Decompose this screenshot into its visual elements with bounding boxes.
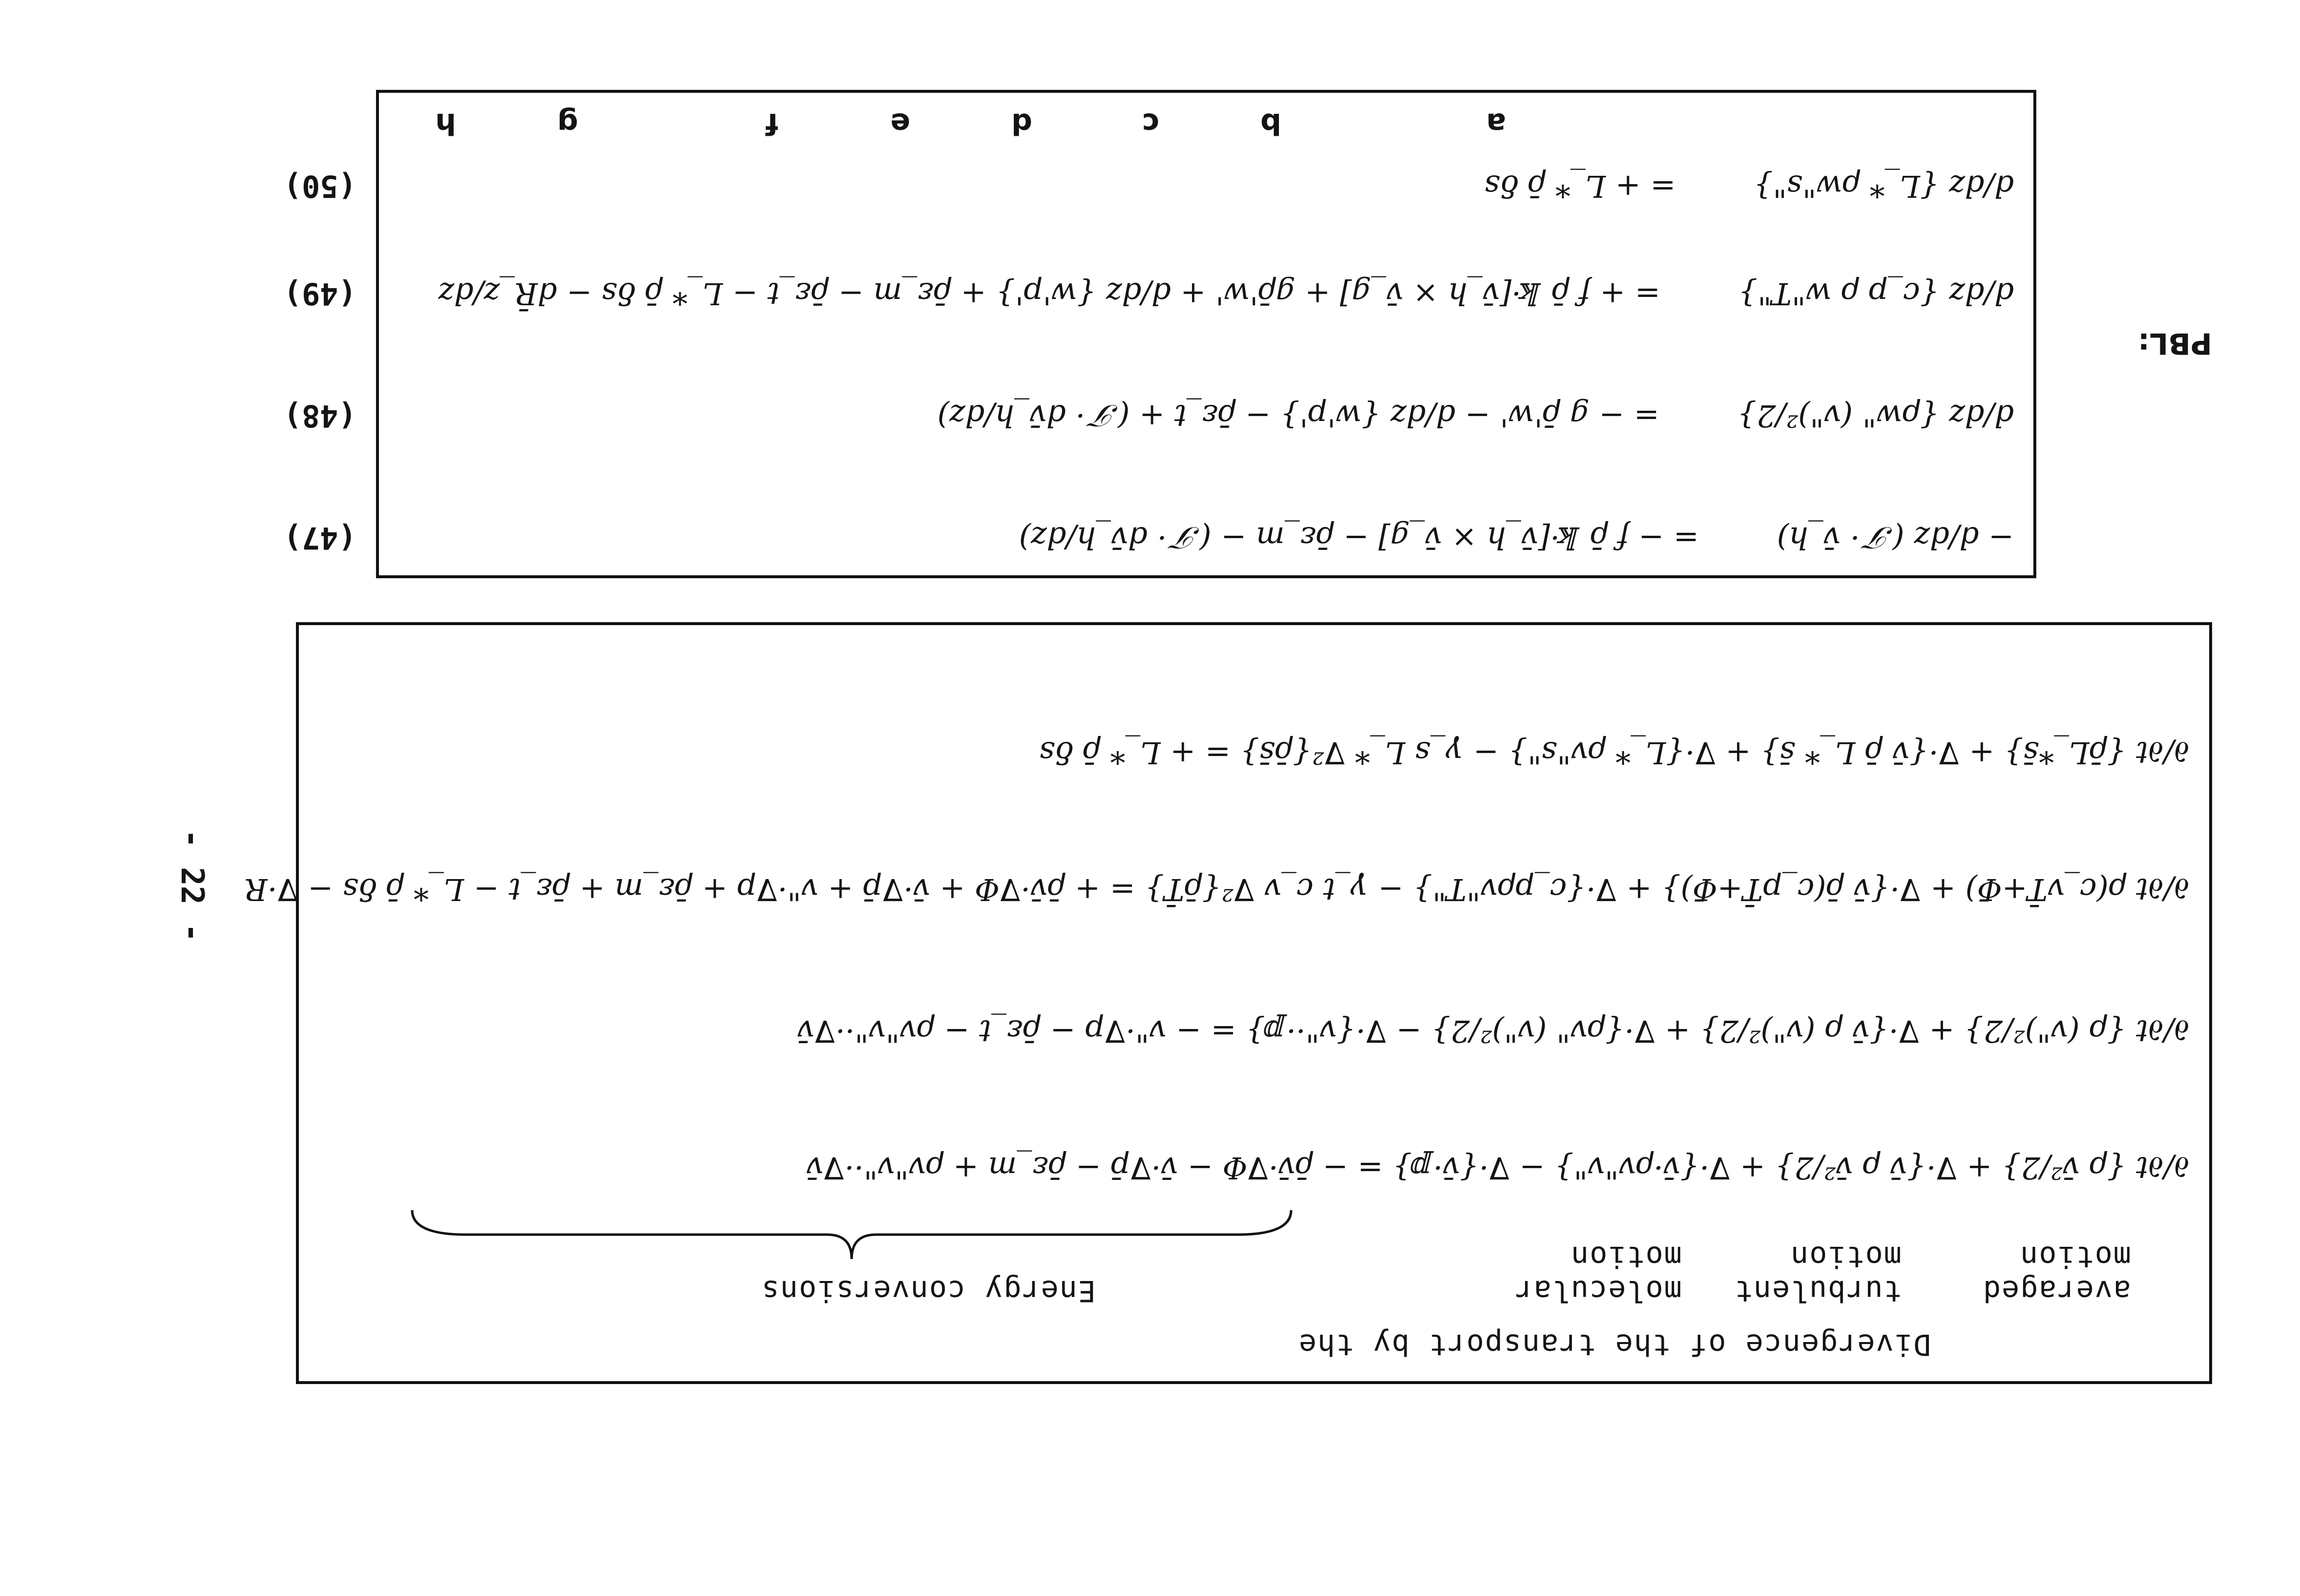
transport-divergence-box: [244, 622, 2212, 1384]
pbl-equation-49: [438, 276, 2014, 312]
header-turbulent: [1734, 1239, 1902, 1308]
equation-turbulent-kinetic-energy: ∂/∂t {ρ (v")²/2} + ∇·{v̄ ρ (v")²/2} + ∇·{ρv" (v")²/2} − ∇·{v"··𝕡} = − v"·∇p − ρ̄ε_t − ρv"v"··∇v̄: [797, 1013, 2190, 1049]
column-letter-d: d: [1011, 106, 1032, 141]
equation-number-47: (47): [283, 520, 356, 556]
equation-mean-kinetic-energy: ∂/∂t {ρ v̄²/2} + ∇·{v̄ ρ v̄²/2} + ∇·{v̄·ρv"v"} − ∇·{v̄·𝕡} = − ρ̄v̄·∇Φ − v̄·∇p̄ − ρ̄ε_m + ρv"v"··∇v̄: [806, 1150, 2190, 1186]
pbl-eq-48-rhs: = − g ρ̄'w' − d/dz {w'p'} − ρ̄ε_t + (𝒯 · dv̄_h/dz): [937, 398, 1659, 434]
pbl-eq-47-lhs: − d/dz (𝒯 · v̄_h): [1777, 520, 2014, 556]
pbl-eq-50-rhs: = + L_* ρ̄ δs: [1484, 168, 1676, 204]
column-letter-c: c: [1142, 106, 1159, 141]
header-averaged-line2: motion: [2019, 1239, 2131, 1274]
column-letter-f: f: [765, 106, 778, 141]
pbl-equation-50: [1485, 168, 2014, 204]
pbl-equation-48: [938, 398, 2014, 434]
equation-latent-heat: ∂/∂t {ρ̄L_*s̄} + ∇·{v̄ ρ̄ L_* s̄} + ∇·{L_* ρv"s"} − γ_s L_* ∇²{ρ̄s̄} = + L_* ρ̄ δs: [1039, 735, 2190, 771]
column-letter-h: h: [435, 106, 456, 141]
equation-number-50: (50): [283, 168, 356, 204]
column-letter-a: a: [1486, 106, 1506, 141]
pbl-equation-47: [1019, 520, 2014, 556]
header-molecular-line2: motion: [1570, 1239, 1682, 1274]
pbl-eq-49-rhs: = + f ρ̄ 𝕜·[v̄_h × v̄_g] + gρ̄'w' + d/dz {w'p'} + ρ̄ε_m − ρ̄ε_t − L_* ρ̄ δs − dR̄_z/dz: [438, 276, 1660, 312]
equation-number-48: (48): [283, 398, 356, 434]
equation-enthalpy: ∂/∂t ρ(c_vT̄+Φ̄) + ∇·{v̄ ρ̄(c_pT̄+Φ̄)} + ∇·{c_pρv"T"} − γ_t c_v ∇²{ρ̄T̄} = + ρ̄v̄·∇Φ + v̄·∇p̄ + v"·∇p + ρ̄ε_m + ρ̄ε_t − L_* ρ̄ δs − ∇·R: [244, 872, 2190, 907]
equation-number-49: (49): [283, 276, 356, 312]
column-letter-g: g: [557, 106, 578, 141]
header-turbulent-line2: motion: [1790, 1239, 1902, 1274]
page-number: - 22 -: [174, 829, 210, 943]
header-averaged-line1: averaged: [1982, 1274, 2131, 1308]
energy-conversions-brace: [407, 1205, 1296, 1264]
pbl-eq-50-lhs: d/dz {L_* ρw"s"}: [1754, 168, 2014, 204]
pbl-eq-48-lhs: d/dz {ρw" (v")²/2}: [1737, 398, 2014, 434]
pbl-eq-47-rhs: = − f ρ̄ 𝕜·[v̄_h × v̄_g] − ρ̄ε_m − (𝒯 · dv̄_h/dz): [1019, 520, 1699, 556]
column-letter-b: b: [1260, 106, 1281, 141]
header-molecular: [1514, 1239, 1682, 1308]
header-averaged: [1982, 1239, 2131, 1308]
pbl-eq-49-lhs: d/dz {c_p ρ w"T"}: [1738, 276, 2014, 312]
header-title: Divergence of the transport by the: [1297, 1327, 1931, 1362]
pbl-equations-box: [376, 90, 2036, 578]
header-turbulent-line1: turbulent: [1734, 1274, 1902, 1308]
column-letter-e: e: [890, 106, 910, 141]
energy-conversions-label: Energy conversions: [760, 1274, 1096, 1308]
header-molecular-line1: molecular: [1514, 1274, 1682, 1308]
pbl-label: PBL:: [2138, 326, 2212, 360]
